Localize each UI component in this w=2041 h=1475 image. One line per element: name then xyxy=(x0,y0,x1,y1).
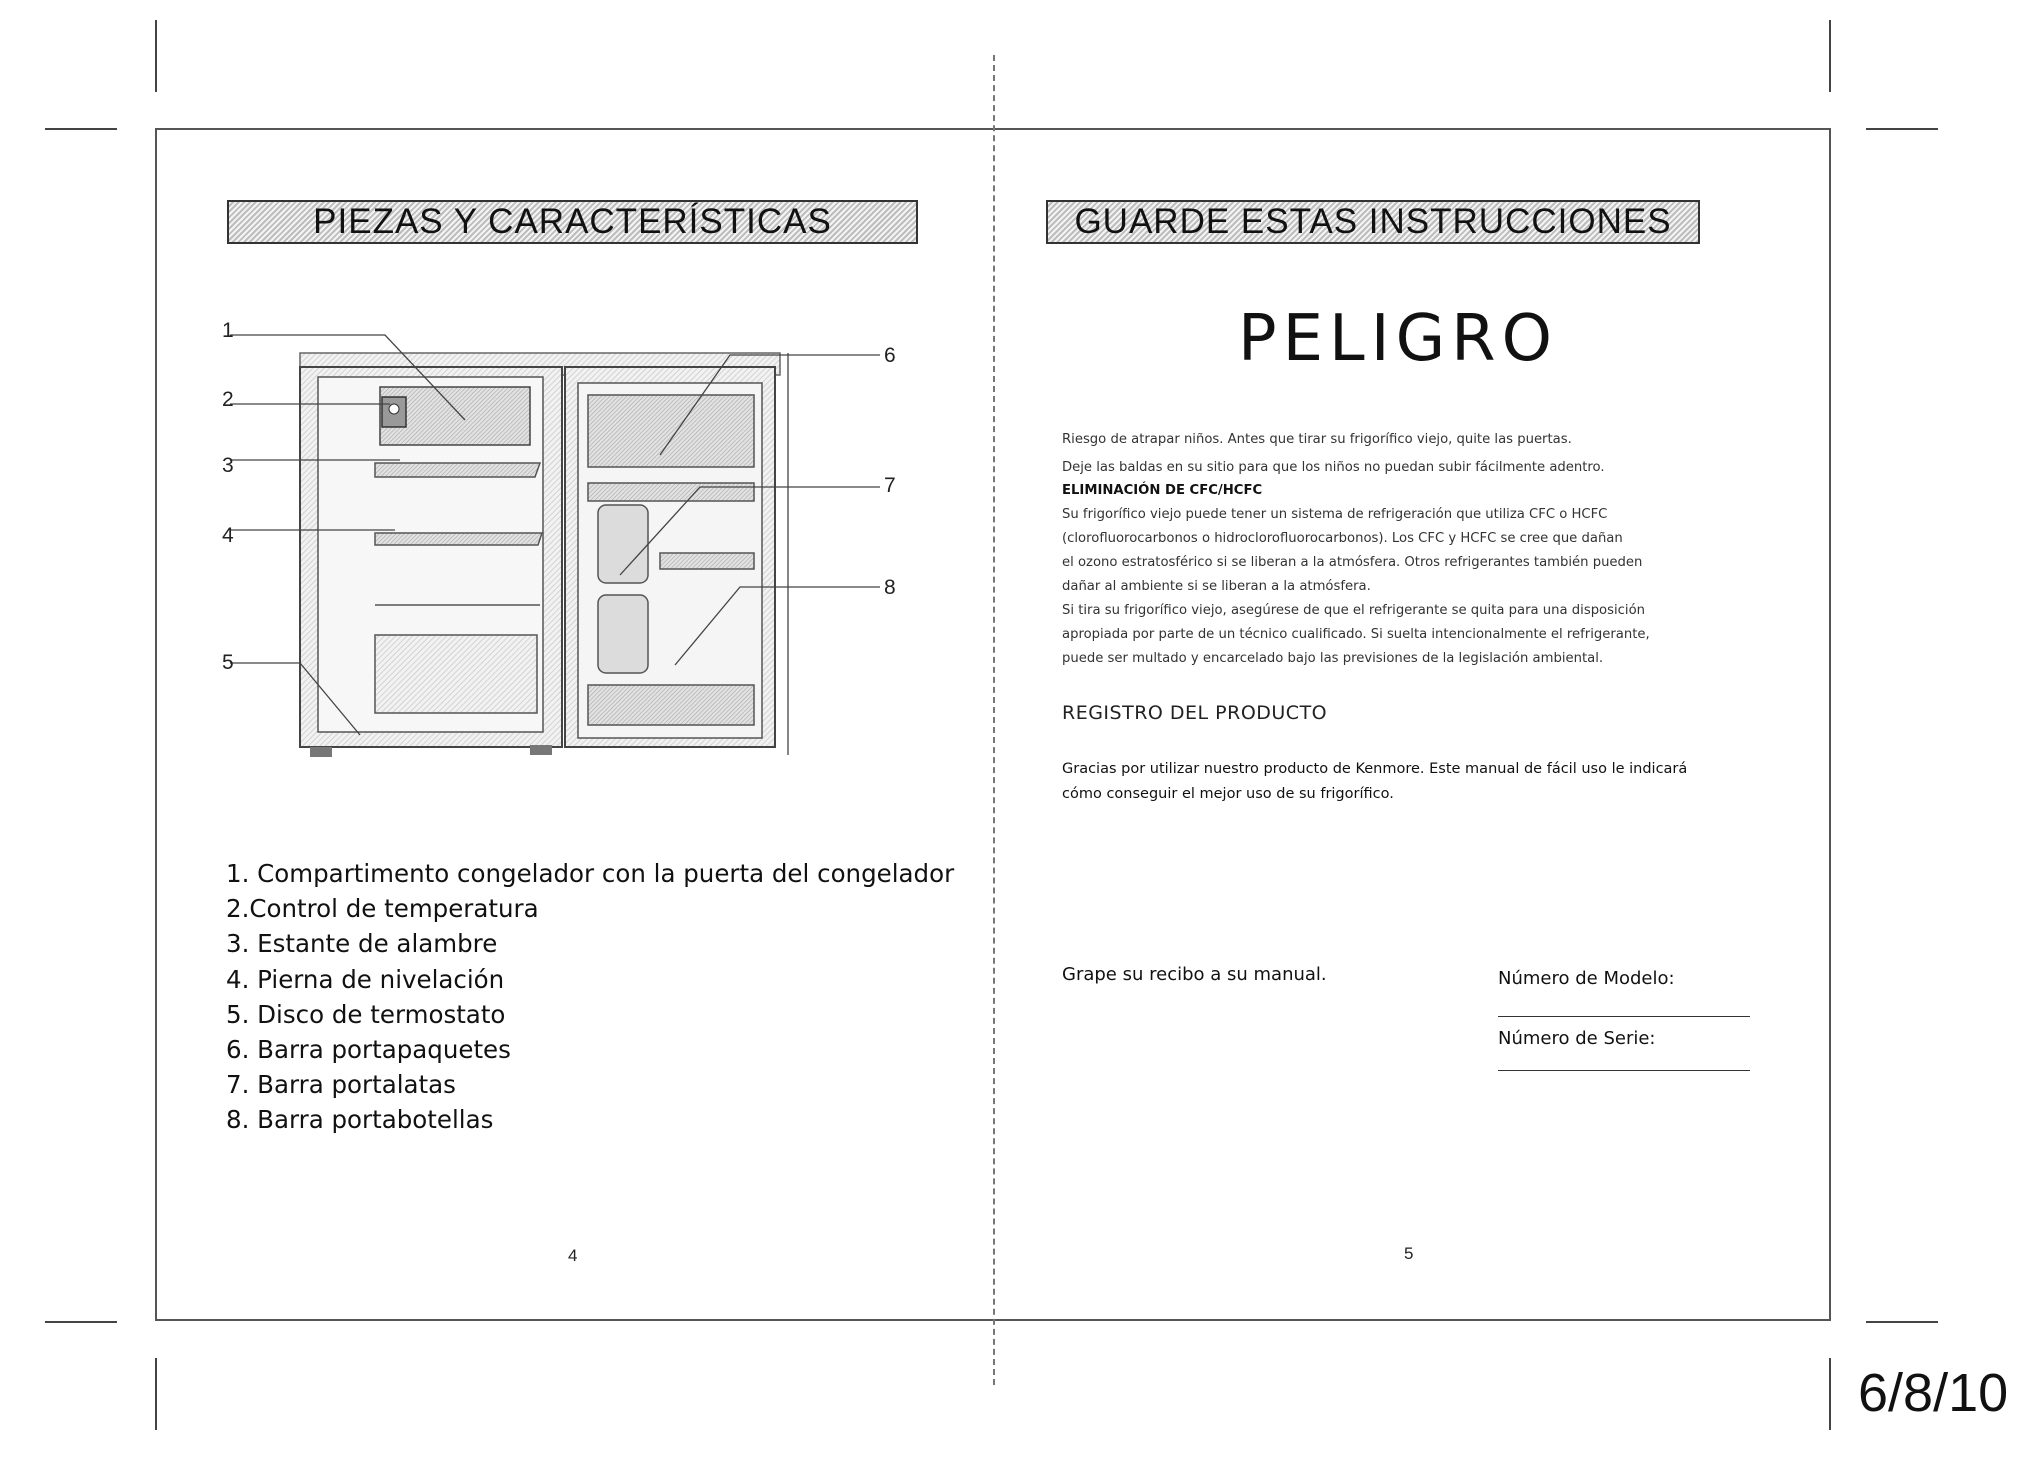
crop-mark-left-bottom xyxy=(45,1321,117,1323)
page-number-left: 4 xyxy=(568,1246,578,1265)
cfc-heading-wrap xyxy=(1062,479,1262,503)
crop-mark-right-top xyxy=(1866,128,1938,130)
thanks-line: cómo conseguir el mejor uso de su frigorífico. xyxy=(1062,786,1394,802)
parts-heading: PIEZAS Y CARACTERÍSTICAS xyxy=(313,202,832,241)
list-item: 6. Barra portapaquetes xyxy=(226,1035,511,1065)
warning-line: Deje las baldas en su sitio para que los niños no puedan subir fácilmente adentro. xyxy=(1062,460,1605,475)
registration-title: REGISTRO DEL PRODUCTO xyxy=(1062,702,1328,724)
list-item: 7. Barra portalatas xyxy=(226,1070,456,1100)
callout-5: 5 xyxy=(222,651,234,674)
date-stamp: 6/8/10 xyxy=(1858,1363,2009,1423)
fold-line xyxy=(993,55,995,1385)
danger-title: PELIGRO xyxy=(1238,302,1558,376)
staple-note: Grape su recibo a su manual. xyxy=(1062,964,1327,985)
list-item: 8. Barra portabotellas xyxy=(226,1105,494,1135)
list-item: 2.Control de temperatura xyxy=(226,894,539,924)
callout-3: 3 xyxy=(222,454,234,477)
package-bar-shelf xyxy=(588,395,754,467)
crop-mark-top-left xyxy=(155,20,157,92)
cfc-heading: ELIMINACIÓN DE CFC/HCFC xyxy=(1062,483,1263,498)
page-number-right: 5 xyxy=(1404,1244,1414,1263)
callout-8: 8 xyxy=(884,576,896,599)
leveling-leg xyxy=(310,747,332,757)
cfc-line: dañar al ambiente si se liberan a la atmósfera. xyxy=(1062,579,1371,594)
crop-mark-top-right xyxy=(1829,20,1831,92)
bottle-bar-shelf xyxy=(660,553,754,569)
list-item: 4. Pierna de nivelación xyxy=(226,964,505,994)
cfc-line: puede ser multado y encarcelado bajo las previsiones de la legislación ambiental. xyxy=(1062,651,1604,666)
thanks-line: Gracias por utilizar nuestro producto de Kenmore. Este manual de fácil uso le indicará xyxy=(1062,761,1688,777)
model-number-label: Número de Modelo: xyxy=(1498,968,1675,989)
crop-mark-bottom-right xyxy=(1829,1358,1831,1430)
cfc-line: (clorofluorocarbonos o hidroclorofluorocarbonos). Los CFC y HCFC se cree que dañan xyxy=(1062,531,1623,546)
warning-line: Riesgo de atrapar niños. Antes que tirar su frigorífico viejo, quite las puertas. xyxy=(1062,432,1572,447)
callout-6: 6 xyxy=(884,344,896,367)
crop-mark-right-bottom xyxy=(1866,1321,1938,1323)
instructions-heading: GUARDE ESTAS INSTRUCCIONES xyxy=(1074,202,1672,241)
cfc-line: el ozono estratosférico si se liberan a la atmósfera. Otros refrigerantes también pueden xyxy=(1062,555,1643,570)
instructions-heading-banner xyxy=(1046,200,1700,244)
serial-number-line[interactable] xyxy=(1498,1070,1750,1071)
list-item: 1. Compartimento congelador con la puerta del congelador xyxy=(226,859,955,888)
fridge-door xyxy=(565,367,775,747)
thanks-text xyxy=(1062,757,1687,807)
crisper-drawer xyxy=(375,635,537,713)
callout-7: 7 xyxy=(884,474,896,497)
cfc-line: apropiada por parte de un técnico cualificado. Si suelta intencionalmente el refrigerante, xyxy=(1062,627,1650,642)
can-bar-shelf xyxy=(588,483,754,501)
cfc-line: Su frigorífico viejo puede tener un sistema de refrigeración que utiliza CFC o HCFC xyxy=(1062,507,1608,522)
crop-mark-left-top xyxy=(45,128,117,130)
model-number-line[interactable] xyxy=(1498,1016,1750,1017)
cfc-line: Si tira su frigorífico viejo, asegúrese de que el refrigerante se quita para una disposición xyxy=(1062,603,1646,618)
refrigerator-diagram xyxy=(200,305,920,765)
callout-4: 4 xyxy=(222,524,234,547)
parts-list xyxy=(226,856,954,1138)
parts-heading-banner xyxy=(227,200,918,244)
callout-1: 1 xyxy=(222,319,234,342)
list-item: 3. Estante de alambre xyxy=(226,929,498,959)
callout-2: 2 xyxy=(222,388,234,411)
crop-mark-bottom-left xyxy=(155,1358,157,1430)
list-item: 5. Disco de termostato xyxy=(226,999,506,1029)
serial-number-label: Número de Serie: xyxy=(1498,1028,1656,1049)
